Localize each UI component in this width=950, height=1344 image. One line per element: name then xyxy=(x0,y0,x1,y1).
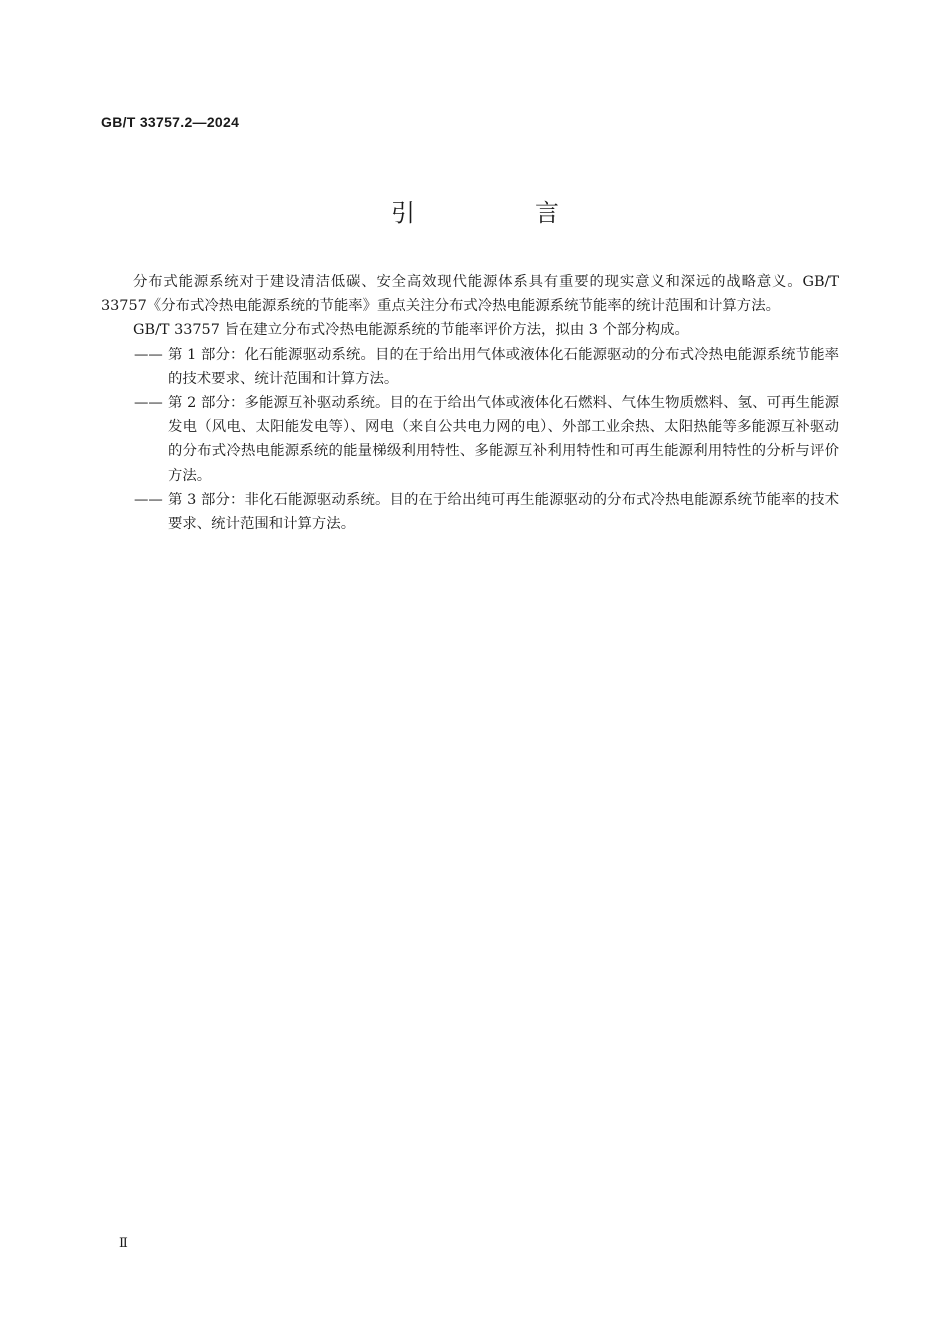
page-number: Ⅱ xyxy=(119,1236,128,1251)
list-dash: —— xyxy=(134,491,163,508)
list-item-part-1 xyxy=(101,343,839,391)
section-title: 引 言 xyxy=(391,199,607,227)
list-item-part-2 xyxy=(101,391,839,488)
standard-code: GB/T 33757.2—2024 xyxy=(101,114,240,130)
list-dash: —— xyxy=(134,346,163,363)
list-item-part-3 xyxy=(101,488,839,536)
list-dash: —— xyxy=(134,395,163,412)
intro-paragraph-1: 分布式能源系统对于建设清洁低碳、安全高效现代能源体系具有重要的现实意义和深远的战略意义。GB/T 33757《分布式冷热电能源系统的节能率》重点关注分布式冷热电能源系统节能率的统计范围和计算方法。 xyxy=(101,274,839,315)
list-item-text: 第 1 部分：化石能源驱动系统。目的在于给出用气体或液体化石能源驱动的分布式冷热电能源系统节能率的技术要求、统计范围和计算方法。 xyxy=(168,346,839,387)
intro-paragraph-2: GB/T 33757 旨在建立分布式冷热电能源系统的节能率评价方法，拟由 3 个部分构成。 xyxy=(133,322,689,339)
introduction-body xyxy=(101,270,839,536)
list-item-text: 第 2 部分：多能源互补驱动系统。目的在于给出气体或液体化石燃料、气体生物质燃料、氢、可再生能源发电（风电、太阳能发电等）、网电（来自公共电力网的电）、外部工业余热、太阳热能等多能源互补驱动的分布式冷热电能源系统的能量梯级利用特性、多能源互补利用特性和可再生能源利用特性的分析与评价方法。 xyxy=(168,395,839,484)
list-item-text: 第 3 部分：非化石能源驱动系统。目的在于给出纯可再生能源驱动的分布式冷热电能源系统节能率的技术要求、统计范围和计算方法。 xyxy=(168,491,839,533)
